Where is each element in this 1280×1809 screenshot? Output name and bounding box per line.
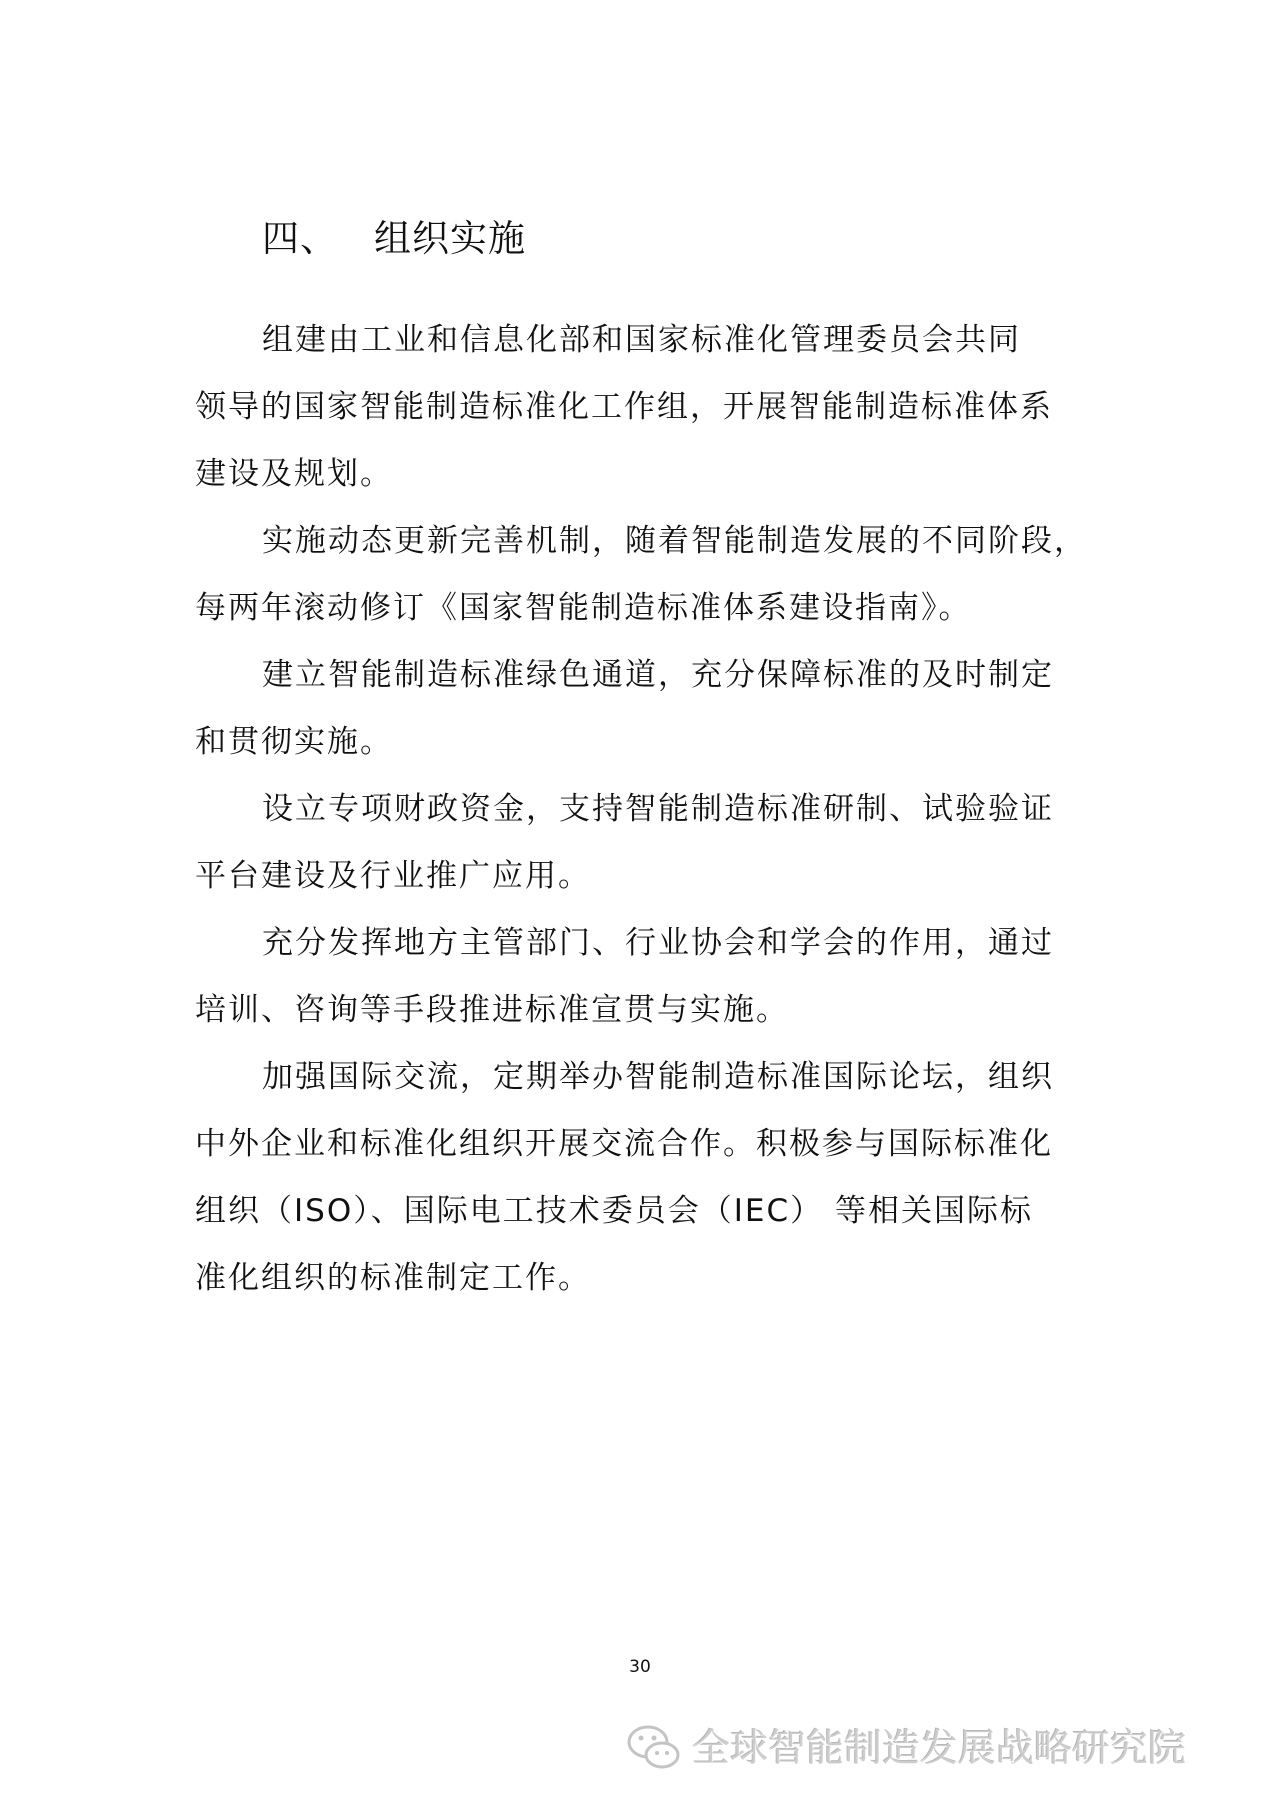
- paragraph-2-line-1: 实施动态更新完善机制，随着智能制造发展的不同阶段，: [262, 523, 1087, 559]
- paragraph-2-line-2: 每两年滚动修订《国家智能制造标准体系建设指南》。: [195, 590, 972, 626]
- watermark: [626, 1718, 1186, 1778]
- paragraph-3-line-1: 建立智能制造标准绿色通道，充分保障标准的及时制定: [262, 657, 1054, 693]
- paragraph-5-line-2: 培训、咨询等手段推进标准宣贯与实施。: [195, 992, 789, 1028]
- paragraph-1-line-1: 组建由工业和信息化部和国家标准化管理委员会共同: [262, 322, 1021, 358]
- paragraph-1-line-3: 建设及规划。: [195, 456, 393, 492]
- section-title: 组织实施: [374, 217, 526, 260]
- paragraph-6-line-2: 中外企业和标准化组织开展交流合作。积极参与国际标准化: [195, 1126, 1053, 1162]
- page-number: 30: [629, 1657, 651, 1677]
- paragraph-6-line-3: 组织（ISO）、国际电工技术委员会（IEC） 等相关国际标: [195, 1193, 1033, 1229]
- paragraph-3-line-2: 和贯彻实施。: [195, 724, 393, 760]
- paragraph-6-line-1: 加强国际交流，定期举办智能制造标准国际论坛，组织: [262, 1059, 1054, 1095]
- paragraph-5-line-1: 充分发挥地方主管部门、行业协会和学会的作用，通过: [262, 925, 1054, 961]
- section-number: 四、: [262, 217, 338, 260]
- wechat-icon: [626, 1722, 682, 1774]
- section-heading: [262, 214, 526, 264]
- paragraph-4-line-2: 平台建设及行业推广应用。: [195, 858, 591, 894]
- paragraph-6-line-4: 准化组织的标准制定工作。: [195, 1260, 591, 1296]
- paragraph-1-line-2: 领导的国家智能制造标准化工作组，开展智能制造标准体系: [195, 389, 1053, 425]
- paragraph-4-line-1: 设立专项财政资金，支持智能制造标准研制、试验验证: [262, 791, 1054, 827]
- watermark-text: 全球智能制造发展战略研究院: [692, 1726, 1187, 1770]
